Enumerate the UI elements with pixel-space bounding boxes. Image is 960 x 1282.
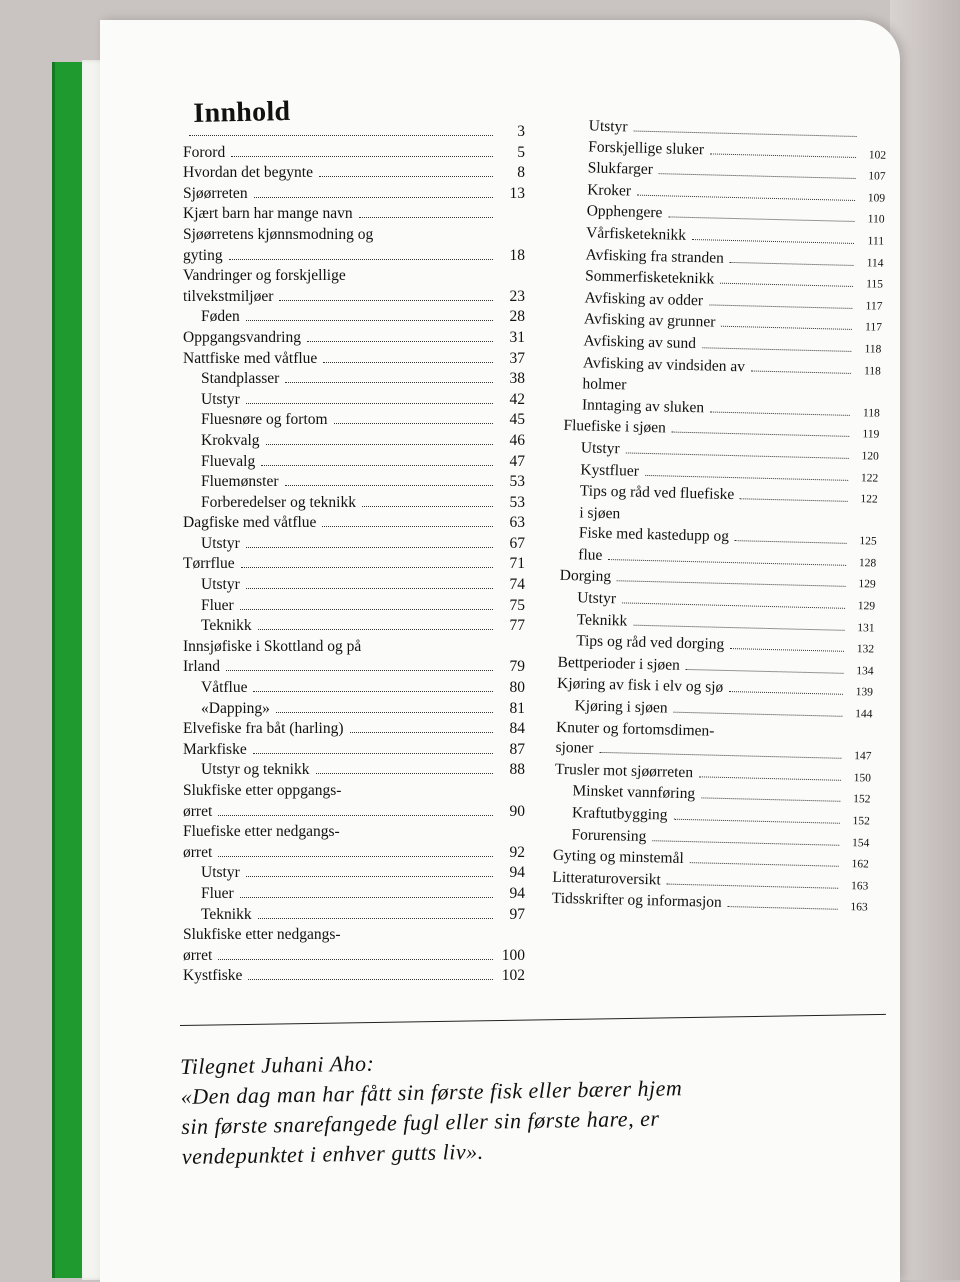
toc-dot-leader: [730, 261, 854, 265]
toc-entry-title: Irland: [183, 658, 221, 676]
toc-dot-leader: [729, 691, 843, 695]
toc-entry: [183, 719, 525, 740]
toc-entry-title: flue: [578, 546, 603, 564]
toc-entry: [183, 452, 525, 473]
toc-entry-title: Føden: [201, 308, 240, 326]
toc-entry-title: Utstyr: [201, 864, 240, 882]
toc-entry-page: 117: [864, 321, 883, 335]
toc-dot-leader: [692, 239, 854, 244]
toc-entry-page: [863, 137, 887, 138]
toc-dot-leader: [218, 856, 493, 857]
toc-entry-title: ørret: [183, 946, 213, 964]
toc-entry-page: 115: [865, 278, 884, 291]
toc-entry-page: 163: [850, 879, 869, 893]
toc-entry: [183, 328, 525, 349]
toc-entry-title: Fluefiske i sjøen: [563, 417, 667, 437]
dedication-heading: Tilegnet Juhani Aho:: [180, 1050, 375, 1079]
toc-entry-page: 42: [509, 390, 525, 408]
toc-entry-title: Knuter og fortomsdimen-: [555, 718, 715, 740]
toc-entry-title: Dorging: [559, 567, 612, 586]
toc-entry-page: 74: [509, 576, 525, 594]
toc-entry-title: Kystfiske: [183, 967, 243, 985]
toc-entry-page: 84: [509, 720, 525, 738]
toc-dot-leader: [652, 840, 839, 846]
toc-entry-page: 132: [856, 643, 875, 656]
toc-dot-leader: [246, 876, 493, 877]
toc-dot-leader: [246, 588, 493, 589]
toc-dot-leader: [322, 526, 493, 527]
toc-dot-leader: [645, 474, 848, 480]
toc-dot-leader: [659, 173, 856, 179]
toc-dot-leader: [728, 906, 838, 910]
toc-dot-leader: [226, 670, 493, 671]
toc-entry-page: 28: [509, 308, 525, 326]
toc-entry: [183, 843, 525, 864]
toc-entry-title: Innsjøfiske i Skottland og på: [183, 637, 362, 655]
toc-entry: [183, 493, 525, 514]
toc-entry-title: Forskjellige sluker: [588, 138, 705, 158]
toc-entry: [183, 472, 525, 493]
toc-entry: [183, 596, 525, 617]
toc-entry-title: Kjært barn har mange navn: [183, 205, 353, 223]
page-title: Innhold: [193, 95, 291, 129]
toc-entry-page: 129: [858, 578, 876, 592]
toc-entry-page: 102: [868, 148, 887, 162]
toc-entry-page: 77: [509, 617, 525, 635]
toc-entry-title: Markfiske: [183, 740, 247, 758]
toc-entry-title: Gyting og minstemål: [552, 846, 684, 868]
toc-entry-title: Fluer: [201, 596, 234, 614]
toc-entry-page: 63: [509, 514, 525, 532]
dedication-quote-line: sin første snarefangede fugl eller sin første hare, er: [181, 1105, 660, 1139]
toc-entry: [183, 287, 525, 308]
toc-dot-leader: [699, 776, 841, 780]
toc-entry-page: 152: [852, 793, 871, 806]
toc-dot-leader: [617, 581, 846, 588]
toc-entry-title: Kjøring i sjøen: [574, 697, 668, 717]
toc-dot-leader: [323, 362, 493, 363]
toc-entry-title: Våtflue: [201, 679, 248, 697]
toc-dot-leader: [730, 648, 844, 652]
toc-dot-leader: [720, 283, 853, 287]
toc-entry: [183, 905, 525, 926]
toc-dot-leader: [350, 732, 493, 733]
toc-entry-title: Elvefiske fra båt (harling): [183, 720, 344, 738]
toc-entry-title: Avfisking av grunner: [583, 310, 716, 331]
toc-entry: [183, 966, 525, 987]
toc-entry-title: Standplasser: [201, 370, 280, 388]
toc-entry-page: 67: [509, 534, 525, 552]
toc-entry: [183, 307, 525, 328]
toc-entry-title: Dagfiske med våtflue: [183, 514, 317, 532]
toc-dot-leader: [285, 485, 494, 486]
dedication-quote-line: «Den dag man har fått sin første fisk eller bærer hjem: [180, 1075, 683, 1109]
toc-entry-title: Hvordan det begynte: [183, 164, 313, 182]
toc-entry-page: 53: [509, 473, 525, 491]
toc-dot-leader: [362, 506, 493, 507]
toc-entry-title: ørret: [183, 843, 213, 861]
toc-dot-leader: [316, 773, 494, 774]
toc-entry: [183, 184, 525, 205]
toc-dot-leader: [240, 609, 493, 610]
toc-entry: [183, 699, 525, 720]
toc-entry-page: 114: [866, 256, 884, 270]
toc-entry-page: 152: [852, 815, 870, 828]
toc-entry: [183, 369, 525, 390]
toc-entry: [183, 410, 525, 431]
toc-dot-leader: [667, 883, 839, 888]
toc-entry-page: 125: [859, 535, 877, 548]
toc-entry-title: Opphengere: [586, 202, 663, 222]
toc-entry-page: 94: [509, 884, 525, 902]
toc-entry-title: Minsket vannføring: [572, 782, 696, 803]
toc-entry-page: 162: [851, 858, 869, 871]
toc-entry-page: 144: [855, 708, 873, 721]
toc-entry-title: i sjøen: [579, 504, 621, 523]
toc-dot-leader: [751, 370, 851, 373]
toc-entry: [183, 204, 525, 225]
toc-dot-leader: [248, 979, 493, 980]
toc-entry-page: 3: [517, 123, 525, 140]
toc-entry-page: 80: [509, 679, 525, 697]
toc-dot-leader: [626, 452, 849, 458]
toc-entry-title: Kroker: [586, 181, 632, 200]
toc-entry: [183, 246, 525, 267]
toc-entry-title: Sommerfisketeknikk: [584, 267, 715, 288]
toc-dot-leader: [258, 918, 493, 919]
toc-entry-title: Avfisking av vindsiden av: [582, 353, 746, 375]
toc-entry: [183, 678, 525, 699]
toc-entry-page: [626, 390, 650, 391]
toc-dot-leader: [702, 347, 851, 352]
toc-dot-leader: [633, 624, 844, 630]
toc-entry-page: 120: [861, 450, 879, 463]
toc-left-column: [183, 122, 525, 987]
toc-dot-leader: [253, 753, 493, 754]
toc-entry-title: Vårfisketeknikk: [585, 224, 687, 244]
toc-entry-page: 107: [868, 170, 886, 183]
toc-entry: [183, 946, 525, 967]
toc-entry-page: 119: [862, 428, 880, 441]
toc-dot-leader: [254, 197, 493, 198]
toc-entry-page: 131: [857, 621, 875, 635]
toc-dot-leader: [279, 300, 493, 301]
toc-entry-title: Sjøørretens kjønnsmodning og: [183, 225, 374, 243]
toc-entry-title: «Dapping»: [201, 699, 270, 717]
toc-entry: [183, 760, 525, 781]
toc-entry-page: 8: [517, 164, 525, 182]
toc-entry-title: Forord: [183, 143, 226, 161]
toc-entry-title: gyting: [183, 246, 223, 264]
toc-dot-leader: [735, 540, 847, 544]
toc-dot-leader: [672, 432, 850, 437]
toc-entry-page: 90: [509, 802, 525, 820]
toc-entry-title: Slukfarger: [587, 159, 654, 179]
toc-entry-title: Fluesnøre og fortom: [201, 411, 328, 429]
toc-dot-leader: [622, 602, 845, 608]
toc-dot-leader: [246, 403, 493, 404]
toc-dot-leader: [307, 341, 493, 342]
toc-entry-title: Utstyr: [201, 534, 240, 552]
toc-entry-title: Sjøørreten: [183, 184, 248, 202]
toc-entry-title: Kystfluer: [580, 460, 640, 480]
toc-entry-page: 150: [853, 771, 872, 785]
toc-entry-title: Kjøring av fisk i elv og sjø: [556, 675, 724, 697]
toc-entry-title: Teknikk: [576, 610, 628, 630]
toc-entry: [183, 266, 525, 287]
toc-entry-page: 118: [862, 406, 880, 420]
toc-entry-page: 31: [509, 328, 525, 346]
toc-entry-page: 46: [509, 431, 525, 449]
toc-dot-leader: [261, 465, 493, 466]
toc-entry-title: Slukfiske etter nedgangs-: [183, 926, 341, 944]
dedication-quote-line: vendepunktet i enhver gutts liv».: [181, 1138, 484, 1169]
toc-entry-page: 100: [501, 946, 525, 964]
toc-entry-page: 122: [860, 493, 878, 506]
toc-entry: [183, 637, 525, 658]
toc-entry-page: 147: [854, 750, 872, 763]
toc-dot-leader: [709, 304, 852, 309]
toc-entry-title: Teknikk: [201, 617, 252, 635]
toc-entry-page: 139: [855, 686, 874, 699]
toc-entry-title: Krokvalg: [201, 431, 260, 449]
toc-entry-page: 5: [517, 143, 525, 161]
toc-entry-title: Fluemønster: [201, 473, 279, 491]
toc-dot-leader: [637, 194, 855, 200]
toc-entry: [183, 431, 525, 452]
toc-dot-leader: [266, 444, 493, 445]
toc-entry-page: 87: [509, 740, 525, 758]
toc-entry: [183, 390, 525, 411]
toc-entry: [183, 657, 525, 678]
toc-entry: [183, 143, 525, 164]
toc-entry-page: [714, 735, 738, 736]
toc-entry-title: Utstyr: [577, 589, 617, 608]
toc-entry-page: 111: [867, 235, 885, 248]
toc-dot-leader: [721, 326, 852, 330]
toc-dot-leader: [359, 217, 493, 218]
toc-entry: [183, 513, 525, 534]
toc-entry: [183, 534, 525, 555]
toc-right-column: [552, 116, 887, 918]
toc-entry-title: Tidsskrifter og informasjon: [551, 890, 722, 912]
toc-dot-leader: [701, 798, 840, 802]
toc-entry-page: 122: [860, 471, 879, 485]
toc-dot-leader: [246, 547, 493, 548]
background-surface: [890, 0, 960, 1280]
toc-entry-title: Vandringer og forskjellige: [183, 267, 346, 285]
dedication: [180, 1040, 842, 1172]
toc-entry: [183, 925, 525, 946]
toc-entry: [183, 781, 525, 802]
toc-entry-page: 23: [509, 287, 525, 305]
toc-entry-page: 163: [850, 901, 868, 914]
toc-entry-page: 94: [509, 864, 525, 882]
toc-entry-title: Fluer: [201, 884, 234, 902]
toc-dot-leader: [258, 629, 493, 630]
toc-entry-page: 53: [509, 493, 525, 511]
toc-entry: [183, 349, 525, 370]
toc-entry-page: 92: [509, 843, 525, 861]
toc-entry-title: Fluevalg: [201, 452, 256, 470]
toc-dot-leader: [218, 959, 493, 960]
toc-dot-leader: [686, 669, 844, 674]
toc-entry-title: holmer: [582, 375, 627, 394]
toc-entry-title: Utstyr: [201, 390, 240, 408]
toc-entry: [183, 163, 525, 184]
toc-entry-title: Teknikk: [201, 905, 252, 923]
toc-entry-title: Avfisking fra stranden: [585, 245, 725, 267]
toc-entry-title: Inntaging av sluken: [581, 396, 705, 417]
toc-entry-page: 88: [509, 761, 525, 779]
toc-entry-title: Avfisking av odder: [584, 289, 704, 310]
toc-dot-leader: [710, 411, 850, 415]
toc-dot-leader: [229, 259, 493, 260]
toc-entry: [183, 740, 525, 761]
toc-entry-page: 129: [857, 600, 876, 613]
toc-dot-leader: [240, 897, 493, 898]
toc-dot-leader: [599, 752, 841, 759]
toc-dot-leader: [253, 691, 493, 692]
toc-entry-title: Bettperioder i sjøen: [557, 653, 681, 674]
toc-entry-title: Oppgangsvandring: [183, 328, 301, 346]
toc-entry-title: Nattfiske med våtflue: [183, 349, 318, 367]
toc-entry-title: Tips og råd ved dorging: [575, 632, 725, 654]
toc-entry-title: Fluefiske etter nedgangs-: [183, 823, 340, 841]
toc-entry-title: Avfisking av sund: [583, 332, 697, 353]
toc-dot-leader: [673, 819, 839, 824]
toc-dot-leader: [218, 815, 493, 816]
toc-dot-leader: [319, 176, 493, 177]
toc-entry-title: Kraftutbygging: [571, 804, 668, 824]
toc-entry-title: Forurensing: [571, 825, 647, 845]
toc-entry: [183, 575, 525, 596]
toc-entry-page: 118: [863, 364, 882, 378]
toc-entry-page: 117: [865, 300, 883, 313]
toc-entry-page: 154: [851, 836, 870, 850]
toc-entry: [183, 225, 525, 246]
toc-dot-leader: [740, 498, 848, 502]
toc-entry-title: sjoner: [555, 739, 594, 757]
toc-dot-leader: [285, 382, 493, 383]
toc-entry-title: Trusler mot sjøørreten: [554, 760, 694, 781]
toc-entry-title: Litteraturoversikt: [552, 868, 662, 889]
toc-entry-page: 18: [509, 246, 525, 264]
toc-entry-title: Tørrflue: [183, 555, 235, 573]
toc-entry-page: 110: [867, 213, 885, 227]
toc-entry-page: [620, 518, 644, 519]
toc-entry-page: 97: [509, 905, 525, 923]
toc-dot-leader: [334, 423, 493, 424]
toc-entry-title: Fiske med kastedupp og: [578, 524, 730, 546]
toc-entry-page: 128: [858, 557, 877, 570]
toc-dot-leader: [710, 153, 856, 158]
toc-dot-leader: [673, 712, 842, 717]
toc-entry-title: tilvekstmiljøer: [183, 287, 274, 305]
toc-dot-leader: [241, 567, 493, 568]
toc-entry-title: Utstyr og teknikk: [201, 761, 310, 779]
toc-entry-page: 47: [509, 452, 525, 470]
toc-dot-leader: [633, 131, 856, 137]
toc-entry-title: Utstyr: [580, 439, 620, 458]
toc-entry: [183, 122, 525, 143]
toc-entry-page: 79: [509, 658, 525, 676]
toc-dot-leader: [690, 862, 839, 867]
toc-entry-title: Tips og råd ved fluefiske: [579, 482, 735, 504]
toc-entry: [183, 884, 525, 905]
toc-dot-leader: [246, 320, 493, 321]
toc-dot-leader: [231, 156, 493, 157]
toc-entry-page: 45: [509, 411, 525, 429]
toc-entry-page: 109: [867, 192, 886, 205]
toc-entry-page: 71: [509, 555, 525, 573]
toc-entry-page: 38: [509, 370, 525, 388]
toc-entry-page: 37: [509, 349, 525, 367]
toc-entry-title: Utstyr: [588, 117, 628, 136]
toc-entry-page: 102: [501, 967, 525, 985]
toc-entry-title: Slukfiske etter oppgangs-: [183, 782, 342, 799]
toc-entry: [183, 822, 525, 843]
toc-entry-title: Utstyr: [201, 576, 240, 594]
toc-dot-leader: [668, 217, 854, 223]
toc-entry-page: 81: [509, 699, 525, 717]
toc-entry: [183, 863, 525, 884]
toc-entry-page: 75: [509, 596, 525, 614]
toc-entry: [183, 554, 525, 575]
toc-dot-leader: [608, 559, 846, 566]
toc-dot-leader: [189, 135, 493, 136]
toc-entry: [183, 616, 525, 637]
toc-dot-leader: [276, 712, 493, 713]
toc-entry: [183, 802, 525, 823]
toc-entry-title: Forberedelser og teknikk: [201, 493, 356, 511]
toc-entry-page: 118: [864, 343, 882, 356]
toc-entry-page: 134: [856, 664, 874, 678]
toc-entry-page: 13: [509, 184, 525, 202]
toc-entry-title: ørret: [183, 802, 213, 820]
